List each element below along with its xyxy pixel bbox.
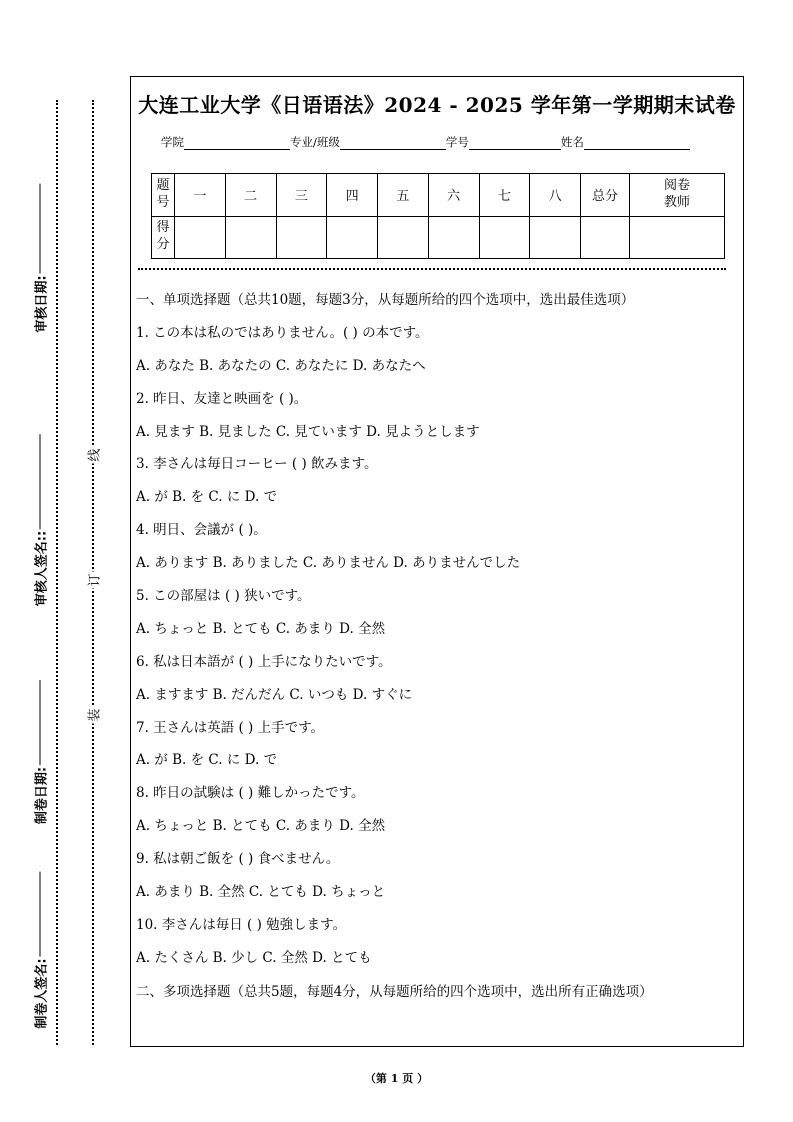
question-options: A. あります B. ありました C. ありません D. ありませんでした: [136, 555, 521, 572]
exam-frame: [130, 76, 744, 1047]
question-text: 10. 李さんは毎日 ( ) 勉強します。: [136, 916, 347, 933]
score-cell[interactable]: [428, 216, 479, 259]
score-cell[interactable]: [175, 216, 226, 259]
col-head: 一: [175, 174, 226, 217]
score-table: [151, 173, 725, 259]
section2-heading: 二、多项选择题（总共5题，每题4分，从每题所给的四个选项中，选出所有正确选项）: [136, 983, 653, 1000]
reviewer-date-field[interactable]: [31, 183, 50, 332]
col-head: 五: [378, 174, 429, 217]
question-options: A. あまり B. 全然 C. とても D. ちょっと: [136, 884, 386, 901]
col-head: 六: [428, 174, 479, 217]
score-cell[interactable]: [378, 216, 429, 259]
major-class-field[interactable]: [340, 135, 446, 150]
score-cell[interactable]: [327, 216, 378, 259]
score-cell[interactable]: [530, 216, 581, 259]
score-head: 得 分: [152, 216, 175, 259]
question-options: A. が B. を C. に D. で: [136, 489, 278, 506]
student-info-row: [161, 134, 690, 150]
college-label: 学院: [161, 135, 184, 149]
question-options: A. あなた B. あなたの C. あなたに D. あなたへ: [136, 357, 426, 374]
col-head: 三: [276, 174, 327, 217]
question-text: 4. 明日、会議が ( )。: [136, 522, 267, 539]
question-text: 9. 私は朝ご飯を ( ) 食べません。: [136, 851, 340, 868]
binding-mark-line: 线: [84, 446, 103, 463]
exam-title: 大连工业大学《日语语法》2024 - 2025 学年第一学期期末试卷: [138, 93, 736, 117]
question-text: 3. 李さんは毎日コーヒー ( ) 飲みます。: [136, 456, 378, 473]
score-cell-total[interactable]: [581, 216, 630, 259]
question-text: 5. この部屋は ( ) 狭いです。: [136, 588, 311, 605]
col-head: 四: [327, 174, 378, 217]
dotted-separator: [138, 268, 726, 270]
question-text: 2. 昨日、友達と映画を ( )。: [136, 390, 308, 407]
question-text: 7. 王さんは英語 ( ) 上手です。: [136, 719, 324, 736]
major-class-label: 专业/班级: [290, 135, 340, 149]
binding-mark-fold: 装: [84, 706, 103, 723]
score-table-score-row: [152, 216, 725, 259]
score-cell[interactable]: [479, 216, 530, 259]
question-options: A. 見ます B. 見ました C. 見ています D. 見ようとします: [136, 423, 480, 440]
question-options: A. ちょっと B. とても C. あまり D. 全然: [136, 818, 386, 835]
reviewer-sign-field[interactable]: [31, 434, 50, 606]
exam-content: [136, 290, 736, 1003]
col-head: 八: [530, 174, 581, 217]
page-footer: （第 1 页 ）: [364, 1072, 429, 1085]
question-text: 1. この本は私のではありません。( ) の本です。: [136, 324, 429, 341]
col-head: 七: [479, 174, 530, 217]
question-options: A. ますます B. だんだん C. いつも D. すぐに: [136, 686, 413, 703]
score-cell[interactable]: [276, 216, 327, 259]
student-no-field[interactable]: [469, 135, 561, 150]
question-no-head: 题 号: [152, 174, 175, 217]
question-options: A. ちょっと B. とても C. あまり D. 全然: [136, 620, 386, 637]
maker-sign-field[interactable]: [31, 871, 50, 1028]
score-table-header-row: [152, 174, 725, 217]
question-options: A. が B. を C. に D. で: [136, 752, 278, 769]
question-options: A. たくさん B. 少し C. 全然 D. とても: [136, 949, 372, 966]
question-text: 6. 私は日本語が ( ) 上手になりたいです。: [136, 653, 392, 670]
section1-heading: 一、单项选择题（总共10题，每题3分，从每题所给的四个选项中，选出最佳选项）: [136, 292, 635, 308]
reviewer-sign-label: 审核人签名::: [34, 530, 50, 607]
maker-sign-label: 制卷人签名:: [34, 958, 50, 1029]
grader-cell[interactable]: [630, 216, 725, 259]
student-no-label: 学号: [445, 135, 469, 149]
grader-head: 阅卷 教师: [630, 174, 725, 217]
reviewer-date-label: 审核日期:: [34, 275, 50, 333]
college-field[interactable]: [184, 135, 290, 150]
col-head: 二: [225, 174, 276, 217]
col-head-total: 总分: [581, 174, 630, 217]
name-field[interactable]: [584, 135, 690, 150]
maker-date-field[interactable]: [31, 680, 50, 824]
maker-date-label: 制卷日期:: [34, 766, 50, 825]
name-label: 姓名: [560, 135, 584, 149]
score-cell[interactable]: [225, 216, 276, 259]
outer-dotted-line: [56, 100, 58, 1045]
binding-mark-bind: 订: [84, 571, 103, 588]
question-text: 8. 昨日の試験は ( ) 難しかったです。: [136, 785, 365, 802]
